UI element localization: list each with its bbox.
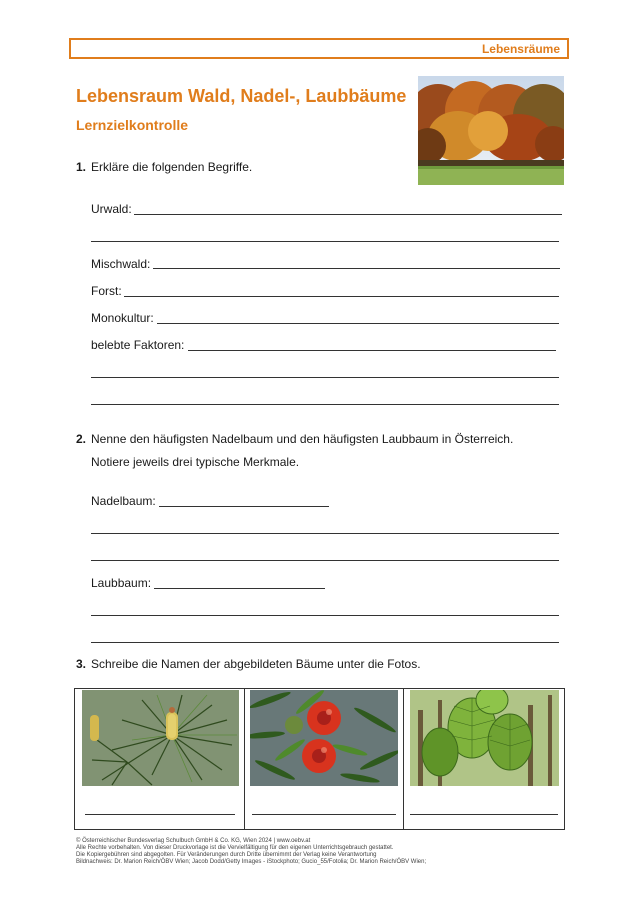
answer-line-belebte-faktoren-3[interactable]: [91, 404, 559, 405]
footer-line-1: © Österreichischer Bundesverlag Schulbuch GmbH & Co. KG, Wien 2024 | www.oebv.at: [76, 838, 311, 844]
laubbaum-line-3[interactable]: [91, 642, 559, 643]
laubbaum-line-2[interactable]: [91, 615, 559, 616]
question-3-number: 3.: [76, 657, 87, 671]
term-monokultur: Monokultur:: [91, 311, 154, 325]
forest-autumn-photo: [418, 76, 564, 185]
question-1-number: 1.: [76, 160, 87, 174]
yew-berries-photo: [250, 690, 398, 786]
question-2-number: 2.: [76, 432, 87, 446]
question-3-text: Schreibe die Namen der abgebildeten Bäume unter die Fotos.: [91, 657, 421, 671]
page-subtitle: Lernzielkontrolle: [76, 117, 189, 133]
answer-line-urwald-2[interactable]: [91, 241, 559, 242]
nadelbaum-line-2[interactable]: [91, 533, 559, 534]
laubbaum-answer-line[interactable]: [154, 588, 325, 589]
answer-line-mischwald[interactable]: [153, 268, 560, 269]
photo-1-answer-line[interactable]: [85, 814, 235, 815]
header-label: Lebensräume: [481, 42, 560, 56]
answer-line-belebte-faktoren[interactable]: [188, 350, 556, 351]
answer-line-forst[interactable]: [124, 296, 559, 297]
answer-line-belebte-faktoren-2[interactable]: [91, 377, 559, 378]
question-2: [76, 432, 513, 446]
photo-3-answer-line[interactable]: [410, 814, 558, 815]
nadelbaum-line-3[interactable]: [91, 560, 559, 561]
term-forst: Forst:: [91, 284, 122, 298]
question-1: [76, 160, 252, 174]
term-urwald: Urwald:: [91, 202, 132, 216]
laubbaum-label: Laubbaum:: [91, 576, 152, 590]
photo-grid-divider-2: [403, 688, 404, 830]
photo-2-answer-line[interactable]: [252, 814, 396, 815]
question-2-text: Nenne den häufigsten Nadelbaum und den häufigsten Laubbaum in Österreich.: [91, 432, 514, 446]
question-3: [76, 657, 421, 671]
header-box: [69, 38, 569, 59]
term-belebte-faktoren: belebte Faktoren:: [91, 338, 185, 352]
nadelbaum-answer-line[interactable]: [159, 506, 329, 507]
question-2-text-2: Notiere jeweils drei typische Merkmale.: [91, 455, 300, 469]
footer-line-4: Bildnachweis: Dr. Marion Reich/ÖBV Wien; Jacob Dodd/Getty Images - iStockphoto; Gucio_55/Fotolia; Dr. Marion Reich/ÖBV Wien;: [76, 859, 427, 865]
answer-line-monokultur[interactable]: [157, 323, 559, 324]
footer-line-3: Die Kopiergebühren sind abgegolten. Für Veränderungen durch Dritte übernimmt der Verlag keine Verantwortung: [76, 852, 377, 858]
beech-leaves-photo: [410, 690, 559, 786]
answer-line-urwald[interactable]: [134, 214, 562, 215]
pine-branch-photo: [82, 690, 239, 786]
footer-line-2: Alle Rechte vorbehalten. Von dieser Druckvorlage ist die Vervielfältigung für den eigenen Unterrichtsgebrauch gestattet.: [76, 845, 394, 851]
question-1-text: Erkläre die folgenden Begriffe.: [91, 160, 253, 174]
photo-grid-divider-1: [244, 688, 245, 830]
page-title: Lebensraum Wald, Nadel-, Laubbäume: [76, 86, 407, 106]
term-mischwald: Mischwald:: [91, 257, 151, 271]
nadelbaum-label: Nadelbaum:: [91, 494, 156, 508]
